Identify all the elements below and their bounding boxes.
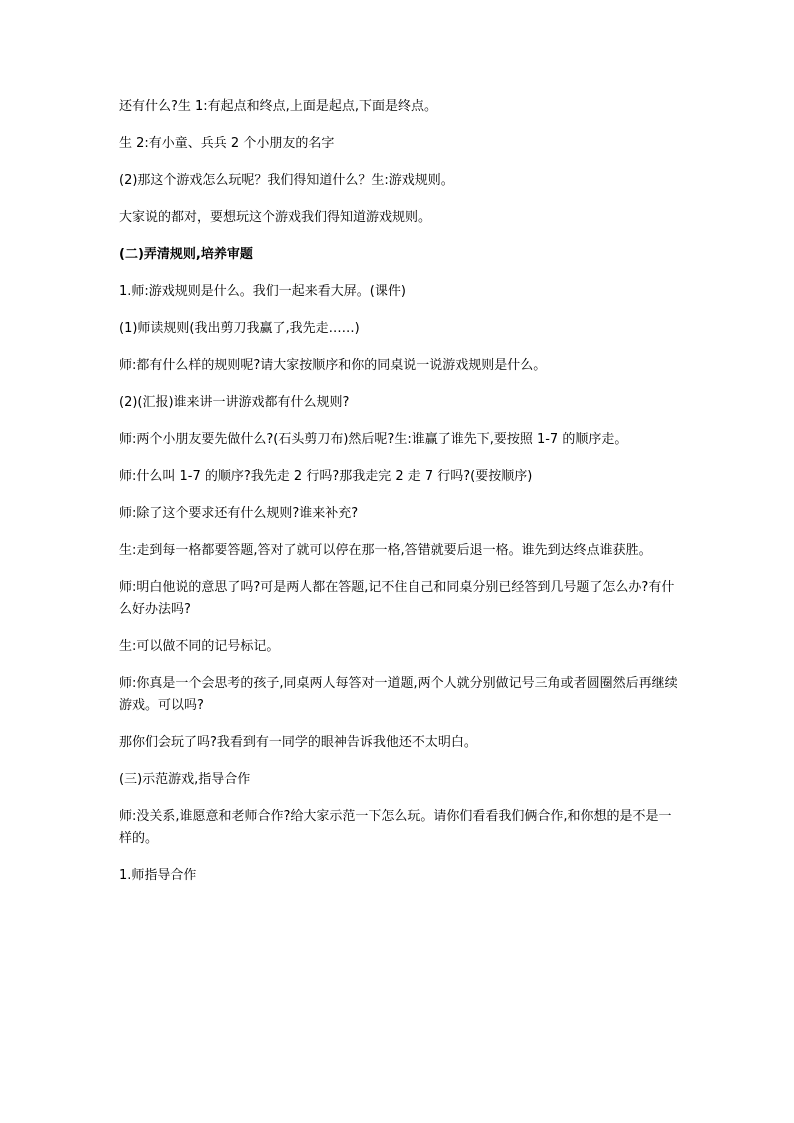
paragraph: 1.师指导合作 xyxy=(119,868,197,883)
section-heading: (二)弄清规则,培养审题 xyxy=(119,247,253,262)
paragraph: (2)(汇报)谁来讲一讲游戏都有什么规则? xyxy=(119,395,350,410)
paragraph: 还有什么?生 1:有起点和终点,上面是起点,下面是终点。 xyxy=(119,99,437,114)
paragraph: 生 2:有小童、兵兵 2 个小朋友的名字 xyxy=(119,136,335,151)
paragraph: 师:你真是一个会思考的孩子,同桌两人每答对一道题,两个人就分别做记号三角或者圆圈然后再继续游戏。可以吗? xyxy=(119,676,678,713)
paragraph: 师:什么叫 1-7 的顺序?我先走 2 行吗?那我走完 2 走 7 行吗?(要按顺序) xyxy=(119,469,533,484)
paragraph: 那你们会玩了吗?我看到有一同学的眼神告诉我他还不太明白。 xyxy=(119,735,477,750)
paragraph: (2)那这个游戏怎么玩呢？我们得知道什么？生:游戏规则。 xyxy=(119,173,454,188)
paragraph: 师:都有什么样的规则呢?请大家按顺序和你的同桌说一说游戏规则是什么。 xyxy=(119,358,547,373)
paragraph: 1.师:游戏规则是什么。我们一起来看大屏。(课件) xyxy=(119,284,406,299)
paragraph: (1)师读规则(我出剪刀我赢了,我先走……) xyxy=(119,321,360,336)
paragraph: 师:没关系,谁愿意和老师合作?给大家示范一下怎么玩。请你们看看我们俩合作,和你想的是不是一样的。 xyxy=(119,809,672,846)
paragraph: 生:可以做不同的记号标记。 xyxy=(119,639,280,654)
document-body xyxy=(119,96,679,902)
paragraph: 师:除了这个要求还有什么规则?谁来补充? xyxy=(119,506,359,521)
paragraph: 生:走到每一格都要答题,答对了就可以停在那一格,答错就要后退一格。谁先到达终点谁获胜。 xyxy=(119,543,652,558)
paragraph: 师:明白他说的意思了吗?可是两人都在答题,记不住自己和同桌分别已经答到几号题了怎么办?有什么好办法吗? xyxy=(119,580,675,617)
paragraph: 师:两个小朋友要先做什么?(石头剪刀布)然后呢?生:谁赢了谁先下,要按照 1-7 的顺序走。 xyxy=(119,432,628,447)
section-heading: (三)示范游戏,指导合作 xyxy=(119,772,251,787)
paragraph: 大家说的都对，要想玩这个游戏我们得知道游戏规则。 xyxy=(119,210,432,225)
